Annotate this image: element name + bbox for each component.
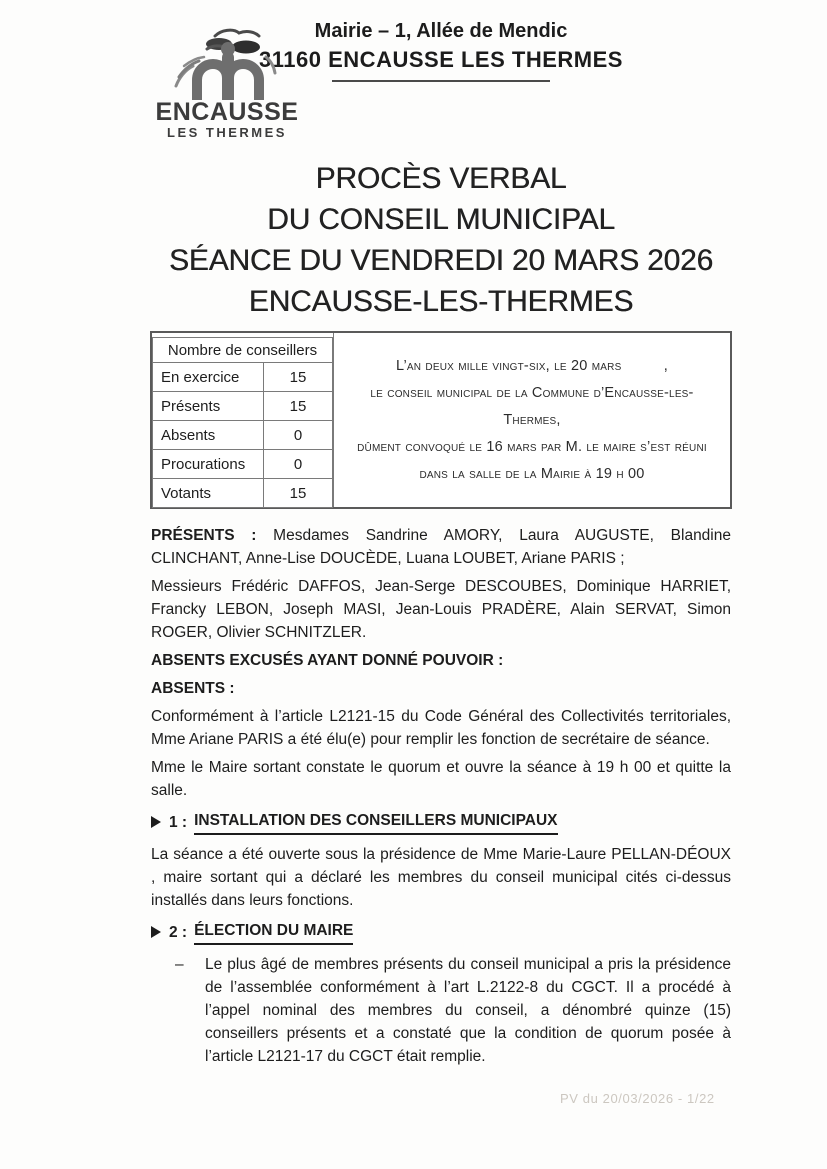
section-1-paragraph: La séance a été ouverte sous la présidence de Mme Marie-Laure PELLAN-DÉOUX , maire sortant qui a déclaré les membres du conseil municipal cités ci-dessus installés dans leurs fonctions.	[151, 846, 731, 909]
counters-header: Nombre de conseillers	[153, 338, 332, 363]
section-1-number: 1 :	[169, 813, 188, 831]
counter-value: 15	[263, 392, 332, 420]
counter-label: Procurations	[161, 455, 246, 473]
arrow-bullet-icon	[151, 816, 161, 828]
mairie-address-line: Mairie – 1, Allée de Mendic	[314, 20, 568, 42]
document-body	[151, 524, 731, 1068]
counter-row	[153, 421, 332, 450]
convocation-line: dans la salle de la Mairie à 19 h 00	[419, 465, 645, 482]
messieurs-paragraph: Messieurs Frédéric DAFFOS, Jean-Serge DESCOUBES, Dominique HARRIET, Francky LEBON, Joseph MASI, Jean-Louis PRADÈRE, Alain SERVAT, Simon ROGER, Olivier SCHNITZLER.	[151, 578, 731, 641]
presents-label: PRÉSENTS :	[151, 527, 257, 544]
section-2-title: ÉLECTION DU MAIRE	[194, 919, 353, 945]
quorum-paragraph: Mme le Maire sortant constate le quorum et ouvre la séance à 19 h 00 et quitte la salle.	[151, 759, 731, 799]
absents-excuses-label: ABSENTS EXCUSÉS AYANT DONNÉ POUVOIR :	[151, 652, 504, 669]
counter-value: 0	[263, 450, 332, 478]
logo-name: ENCAUSSE	[155, 98, 299, 126]
fountain-logo-icon	[163, 28, 291, 100]
counter-row	[153, 450, 332, 479]
convocation-box	[333, 333, 730, 507]
dash-bullet: –	[175, 956, 184, 973]
presents-text: Mesdames Sandrine AMORY, Laura AUGUSTE, Blandine CLINCHANT, Anne-Lise DOUCÈDE, Luana LOUBET, Ariane PARIS ;	[151, 527, 731, 567]
presents-paragraph	[151, 524, 731, 570]
title-line-3: SÉANCE DU VENDREDI 20 MARS 2026	[169, 244, 713, 277]
session-info-block	[150, 331, 732, 509]
counter-label: Présents	[161, 397, 221, 415]
letterhead	[150, 20, 732, 140]
postal-city-line: 31160 ENCAUSSE LES THERMES	[259, 47, 623, 72]
counter-row	[153, 392, 332, 421]
counter-value: 15	[263, 363, 332, 391]
header-underline	[332, 80, 550, 82]
title-line-4: ENCAUSSE-LES-THERMES	[248, 285, 634, 318]
title-line-1: PROCÈS VERBAL	[315, 162, 567, 195]
secretaire-paragraph: Conformément à l’article L2121-15 du Code Général des Collectivités territoriales, Mme Ariane PARIS a été élu(e) pour remplir les fonction de secrétaire de séance.	[151, 708, 731, 748]
counter-label: Absents	[161, 426, 216, 444]
logo-subname: LES THERMES	[167, 125, 287, 140]
section-1-heading	[151, 809, 731, 835]
section-1-title: INSTALLATION DES CONSEILLERS MUNICIPAUX	[194, 809, 557, 835]
footer-page-note: PV du 20/03/2026 - 1/22	[560, 1091, 715, 1106]
convocation-line: le conseil municipal de la Commune d’Encausse-les-Thermes,	[370, 384, 694, 428]
counter-label: En exercice	[161, 368, 240, 386]
list-item	[175, 953, 731, 1068]
convocation-line: L’an deux mille vingt-six, le 20 mars ,	[396, 357, 668, 374]
section-2-number: 2 :	[169, 923, 188, 941]
absents-label: ABSENTS :	[151, 680, 235, 697]
document-title	[122, 158, 760, 322]
counters-table	[152, 337, 333, 508]
list-item-text: Le plus âgé de membres présents du conseil municipal a pris la présidence de l’assemblée conformément à l’art L.2122-8 du CGCT. Il a procédé à l’appel nominal des membres du conseil, a dénombré quinze (15) conseillers présents et a constaté que la condition de quorum posée à l’article L2121-17 du CGCT était remplie.	[205, 956, 731, 1065]
arrow-bullet-icon	[151, 926, 161, 938]
counter-value: 15	[263, 479, 332, 507]
section-2-heading	[151, 919, 731, 945]
commune-logo	[148, 28, 306, 140]
counter-row	[153, 479, 332, 507]
title-line-2: DU CONSEIL MUNICIPAL	[267, 203, 615, 236]
counter-label: Votants	[161, 484, 212, 502]
counter-value: 0	[263, 421, 332, 449]
convocation-line: dûment convoqué le 16 mars par M. le maire s’est réuni	[357, 438, 707, 455]
counter-row	[153, 363, 332, 392]
